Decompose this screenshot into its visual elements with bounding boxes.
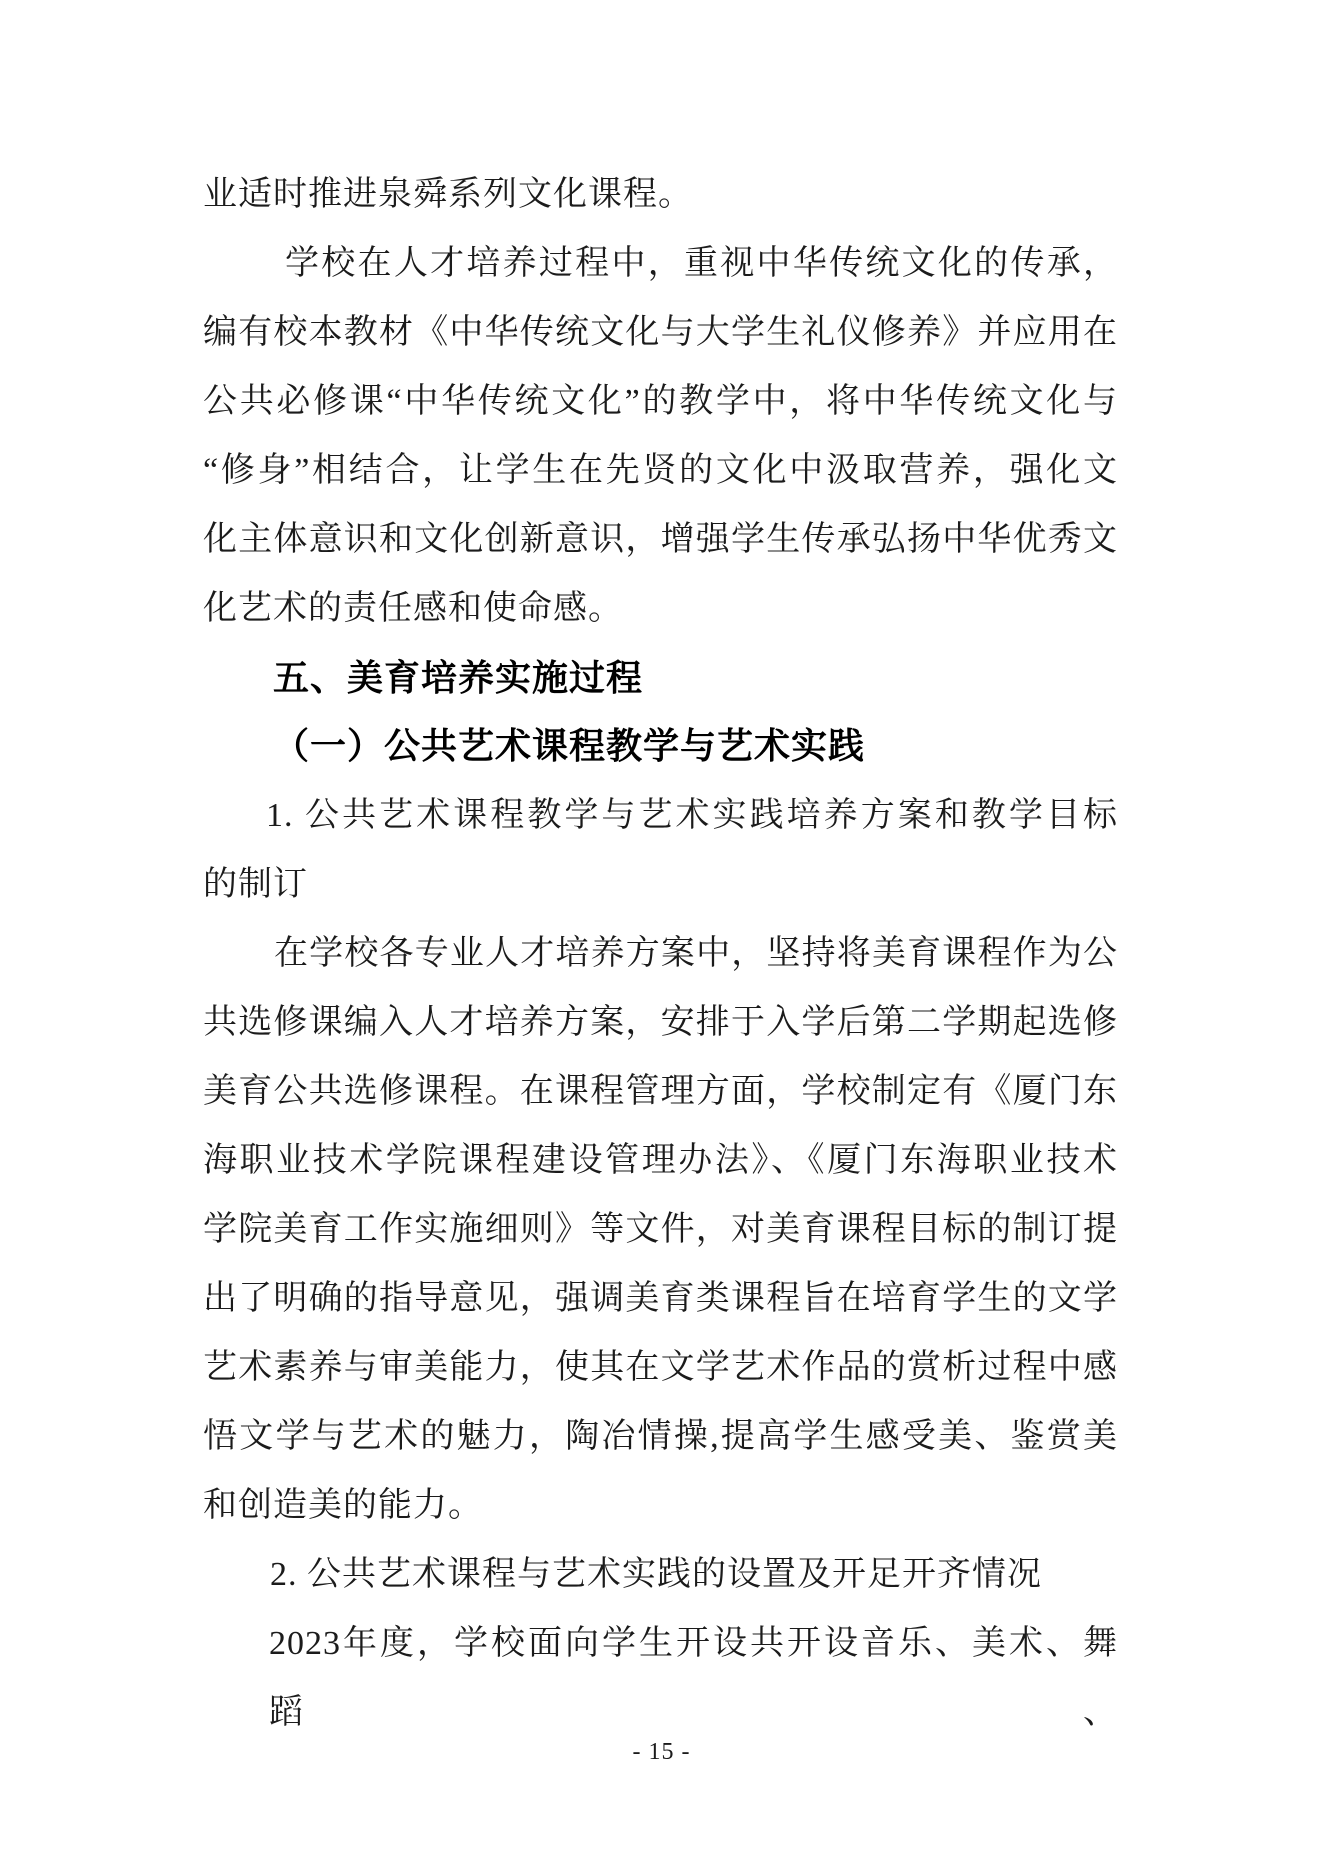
body-text-line: 化主体意识和文化创新意识，增强学生传承弘扬中华优秀文 [203, 521, 1118, 558]
body-text-line: 出了明确的指导意见，强调美育类课程旨在培育学生的文学 [203, 1280, 1118, 1317]
body-text-line: 2023年度，学校面向学生开设共开设音乐、美术、舞蹈、 [269, 1625, 1118, 1731]
section-heading: 五、美育培养实施过程 [273, 657, 644, 698]
body-text-line: 学院美育工作实施细则》等文件，对美育课程目标的制订提 [203, 1211, 1118, 1248]
body-text-line: 编有校本教材《中华传统文化与大学生礼仪修养》并应用在 [203, 314, 1118, 351]
body-text-line: 悟文学与艺术的魅力，陶冶情操,提高学生感受美、鉴赏美 [203, 1418, 1118, 1455]
document-body [203, 160, 1118, 1731]
body-text-line: 1. 公共艺术课程教学与艺术实践培养方案和教学目标 [266, 797, 1118, 834]
subsection-heading: （一）公共艺术课程教学与艺术实践 [273, 726, 866, 766]
body-text-line: 学校在人才培养过程中，重视中华传统文化的传承， [285, 245, 1118, 282]
body-text-line: 公共必修课“中华传统文化”的教学中，将中华传统文化与 [203, 383, 1118, 420]
body-text-line: 化艺术的责任感和使命感。 [203, 590, 623, 627]
body-text-line: 海职业技术学院课程建设管理办法》、《厦门东海职业技术 [203, 1142, 1118, 1179]
body-text-line: 共选修课编入人才培养方案，安排于入学后第二学期起选修 [203, 1004, 1118, 1041]
body-text-line: 艺术素养与审美能力，使其在文学艺术作品的赏析过程中感 [203, 1349, 1118, 1386]
body-text-line: 2. 公共艺术课程与艺术实践的设置及开足开齐情况 [270, 1556, 1042, 1593]
body-text-line: 业适时推进泉舜系列文化课程。 [203, 176, 693, 213]
body-text-line: 在学校各专业人才培养方案中，坚持将美育课程作为公 [274, 935, 1118, 972]
body-text-line: 美育公共选修课程。在课程管理方面，学校制定有《厦门东 [203, 1073, 1118, 1110]
body-text-line: “修身”相结合，让学生在先贤的文化中汲取营养，强化文 [203, 452, 1118, 489]
body-text-line: 和创造美的能力。 [203, 1487, 483, 1524]
page-number: - 15 - [632, 1739, 691, 1765]
body-text-line: 的制订 [203, 866, 308, 903]
